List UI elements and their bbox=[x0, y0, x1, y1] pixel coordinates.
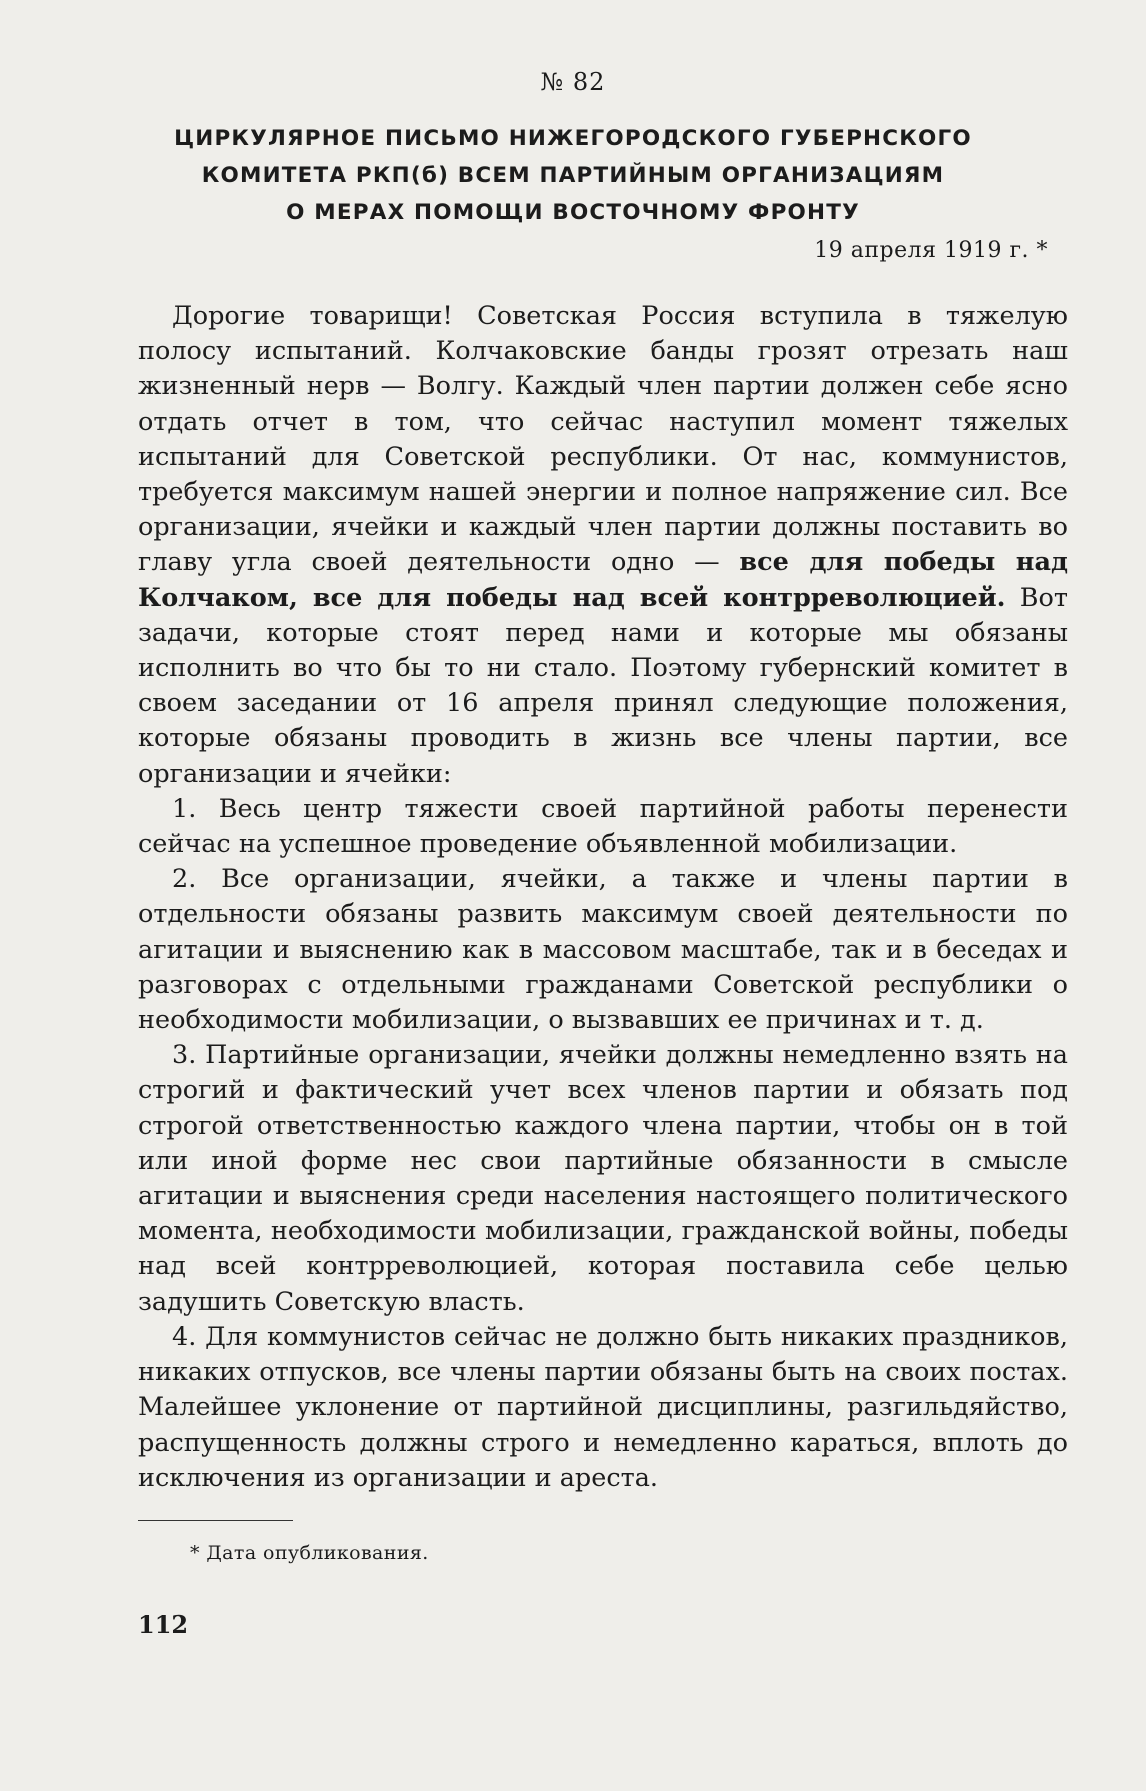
intro-text-continued: Вот задачи, которые стоят перед нами и которые мы обязаны исполнить во что бы то ни стало. Поэтому губернский комитет в своем заседании от 16 апреля принял следующие положения, которые обязаны проводить в жизнь все члены партии, все организации и ячейки: bbox=[138, 582, 1068, 789]
point-4: 4. Для коммунистов сейчас не должно быть никаких праздников, никаких отпусков, все члены партии обязаны быть на своих постах. Малейшее уклонение от партийной дисциплины, разгильдяйство, распущенность должны строго и немедленно караться, вплоть до исключения из организации и ареста. bbox=[138, 1321, 1068, 1493]
title-line: ЦИРКУЛЯРНОЕ ПИСЬМО НИЖЕГОРОДСКОГО ГУБЕРНСКОГО bbox=[174, 126, 972, 151]
intro-slogan: все для победы над Колчаком, все для победы над всей контрреволюцией. bbox=[138, 547, 1068, 613]
title-line: О МЕРАХ ПОМОЩИ ВОСТОЧНОМУ ФРОНТУ bbox=[286, 200, 860, 225]
document-title bbox=[100, 120, 1046, 231]
page-number: 112 bbox=[138, 1610, 189, 1639]
footnote-divider bbox=[138, 1520, 293, 1521]
intro-text: Дорогие товарищи! Советская Россия вступила в тяжелую полосу испытаний. Колчаковские банды грозят отрезать наш жизненный нерв — Волгу. Каждый член партии должен себе ясно отдать отчет в том, что сейчас наступил момент тяжелых испытаний для Советской республики. От нас, коммунистов, требуется максимум нашей энергии и полное напряжение сил. Все организации, ячейки и каждый член партии должны поставить во главу угла своей деятельности одно — bbox=[138, 301, 1068, 578]
point-1: 1. Весь центр тяжести своей партийной работы перенести сейчас на успешное проведение объявленной мобилизации. bbox=[138, 793, 1068, 860]
title-line: КОМИТЕТА РКП(б) ВСЕМ ПАРТИЙНЫМ ОРГАНИЗАЦИЯМ bbox=[201, 163, 945, 188]
point-2: 2. Все организации, ячейки, а также и члены партии в отдельности обязаны развить максимум своей деятельности по агитации и выяснению как в массовом масштабе, так и в беседах и разговорах с отдельными гражданами Советской республики о необходимости мобилизации, о вызвавших ее причинах и т. д. bbox=[138, 864, 1068, 1036]
point-3: 3. Партийные организации, ячейки должны немедленно взять на строгий и фактический учет всех членов партии и обязать под строгой ответственностью каждого члена партии, чтобы он в той или иной форме нес свои партийные обязанности в смысле агитации и выяснения среди населения настоящего политического момента, необходимости мобилизации, гражданской войны, победы над всей контрреволюцией, которая поставила себе целью задушить Советскую власть. bbox=[138, 1040, 1068, 1317]
intro-paragraph bbox=[138, 299, 1068, 792]
document-number: № 82 bbox=[540, 68, 606, 96]
document-body bbox=[138, 299, 1068, 1496]
footnote: * Дата опубликования. bbox=[190, 1542, 429, 1564]
document-date: 19 апреля 1919 г. * bbox=[814, 238, 1048, 263]
